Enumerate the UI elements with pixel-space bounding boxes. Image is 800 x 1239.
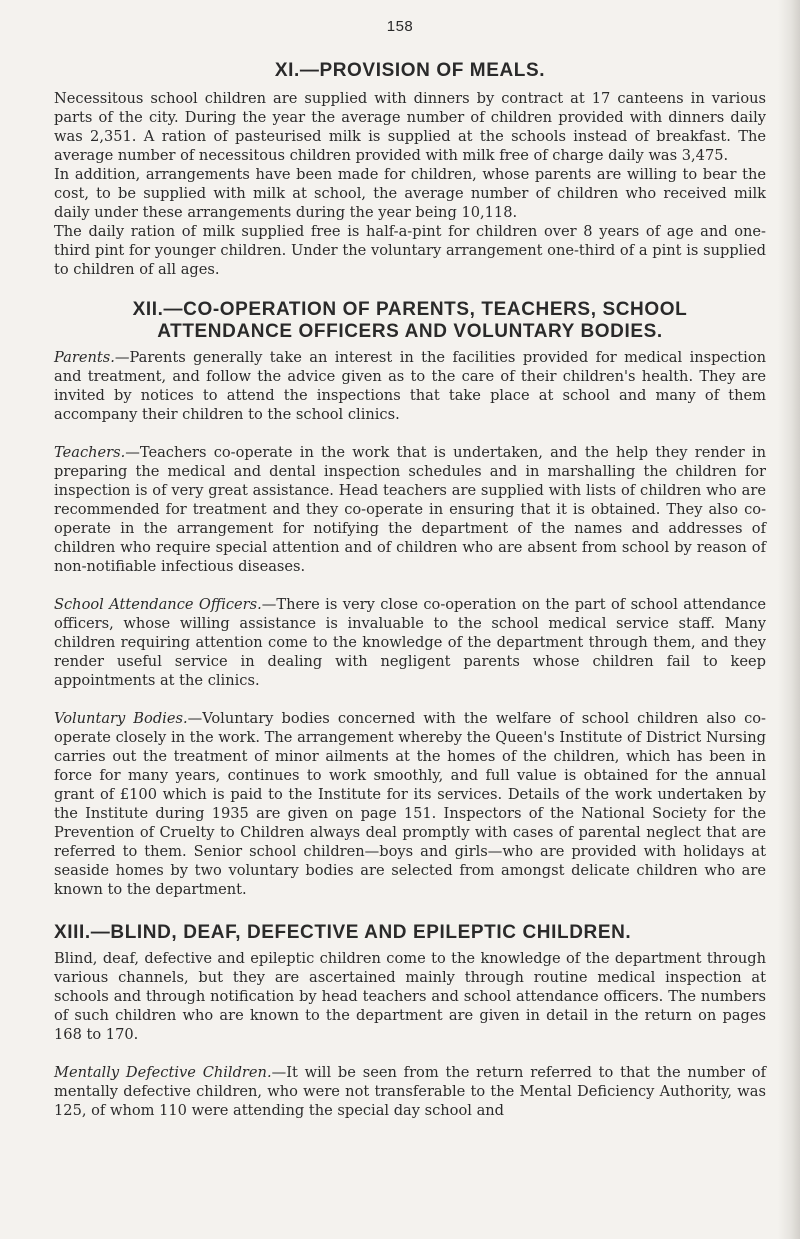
- voluntary-text: —Voluntary bodies concerned with the welfare of school children also co-operate closely in the work. The arrangement whereby the Queen's Institute of District Nursing carries out the treatment of minor ailments at the homes of the children, which has been in force for many years, continues to work smoothly, and full value is obtained for the annual grant of £100 which is paid to the Institute for its services. Details of the work undertaken by the Institute during 1935 are given on page 151. Inspectors of the National Society for the Prevention of Cruelty to Children always deal promptly with cases of parental neglect that are referred to them. Senior school children—boys and girls—who are provided with holidays at seaside homes by two voluntary bodies are selected from amongst delicate children who are known to the department.: [54, 710, 766, 898]
- section-heading-meals: XI.—PROVISION OF MEALS.: [274, 60, 546, 81]
- voluntary-paragraph: [54, 709, 766, 899]
- teachers-label: Teachers.: [54, 444, 126, 461]
- officers-paragraph: [54, 595, 766, 690]
- teachers-paragraph: [54, 443, 766, 576]
- page-content: [54, 59, 766, 1120]
- mental-paragraph: [54, 1063, 766, 1120]
- section-heading-defective: XIII.—BLIND, DEAF, DEFECTIVE AND EPILEPTIC CHILDREN.: [54, 922, 632, 943]
- officers-label: School Attendance Officers.: [54, 596, 262, 613]
- voluntary-label: Voluntary Bodies.: [54, 710, 188, 727]
- teachers-text: —Teachers co-operate in the work that is undertaken, and the help they render in preparing the medical and dental inspection schedules and in marshalling the children for inspection is of very great assistance. Head teachers are supplied with lists of children who are recommended for treatment and they co-operate in ensuring that it is obtained. They also co-operate in the arrangement for notifying the department of the names and addresses of children who require special attention and of children who are absent from school by reason of non-notifiable infectious diseases.: [54, 444, 766, 575]
- meals-paragraph-2: In addition, arrangements have been made for children, whose parents are willing to bear the cost, to be supplied with milk at school, the average number of children who received milk daily under these arrangements during the year being 10,118.: [54, 166, 766, 221]
- section-heading-cooperation-line1: XII.—CO-OPERATION OF PARENTS, TEACHERS, SCHOOL: [132, 299, 688, 320]
- parents-paragraph: [54, 348, 766, 424]
- mental-label: Mentally Defective Children.: [54, 1064, 272, 1081]
- mental-text: —It will be seen from the return referred to that the number of mentally defective children, who were not transferable to the Mental Deficiency Authority, was 125, of whom 110 were attending the special day school and: [54, 1064, 766, 1119]
- defective-paragraph: Blind, deaf, defective and epileptic children come to the knowledge of the department through various channels, but they are ascertained mainly through routine medical inspection at schools and through notification by head teachers and school attendance officers. The numbers of such children who are known to the department are given in detail in the return on pages 168 to 170.: [54, 950, 766, 1043]
- meals-paragraph-1: Necessitous school children are supplied with dinners by contract at 17 canteens in various parts of the city. During the year the average number of children provided with dinners daily was 2,351. A ration of pasteurised milk is supplied at the schools instead of breakfast. The average number of necessitous children provided with milk free of charge daily was 3,475.: [54, 90, 766, 164]
- officers-text: —There is very close co-operation on the part of school attendance officers, whose willing assistance is invaluable to the school medical service staff. Many children requiring attention come to the knowledge of the department through them, and they render useful service in dealing with negligent parents whose children fail to keep appointments at the clinics.: [54, 596, 766, 689]
- page-number: 158: [386, 18, 414, 35]
- parents-text: —Parents generally take an interest in the facilities provided for medical inspection and treatment, and follow the advice given as to the care of their children's health. They are invited by notices to attend the inspections that take place at school and many of them accompany their children to the school clinics.: [54, 349, 766, 423]
- parents-label: Parents.: [54, 349, 115, 366]
- section-heading-cooperation-line2: ATTENDANCE OFFICERS AND VOLUNTARY BODIES.: [157, 321, 663, 342]
- page-edge-shadow: [778, 0, 800, 1239]
- meals-paragraph-3: The daily ration of milk supplied free is half-a-pint for children over 8 years of age and one-third pint for younger children. Under the voluntary arrangement one-third of a pint is supplied to children of all ages.: [54, 223, 766, 278]
